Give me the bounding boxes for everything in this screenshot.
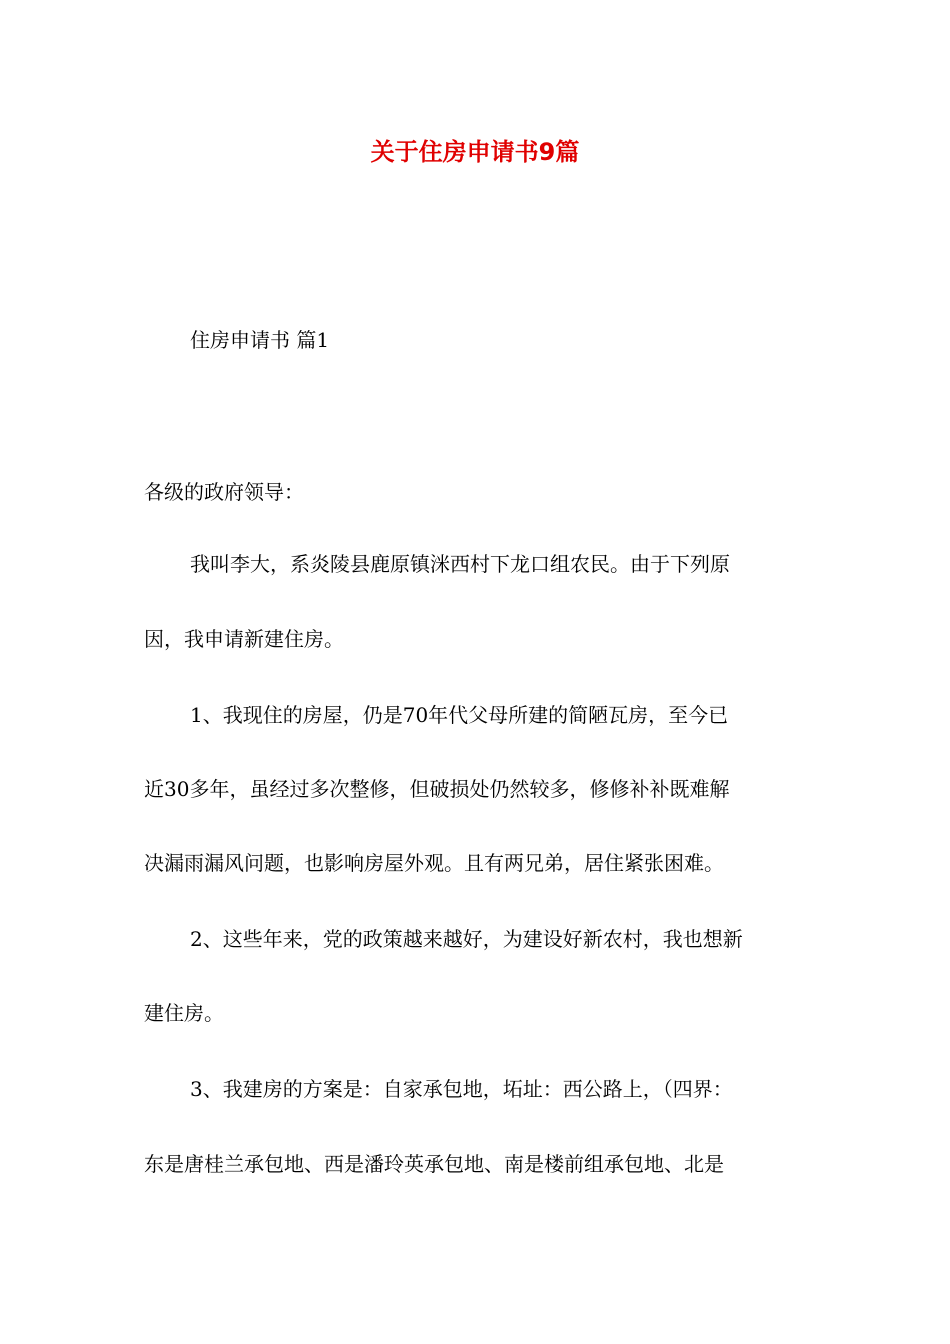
body-line: 2、这些年来，党的政策越来越好，为建设好新农村，我也想新 bbox=[190, 927, 743, 951]
body-line: 因，我申请新建住房。 bbox=[144, 627, 344, 651]
body-line: 我叫李大，系炎陵县鹿原镇洣西村下龙口组农民。由于下列原 bbox=[190, 552, 730, 576]
document-title: 关于住房申请书9篇 bbox=[370, 138, 580, 166]
body-line: 东是唐桂兰承包地、西是潘玲英承包地、南是楼前组承包地、北是 bbox=[144, 1152, 724, 1176]
body-line: 建住房。 bbox=[144, 1001, 224, 1025]
salutation: 各级的政府领导： bbox=[144, 480, 304, 504]
body-line: 1、我现住的房屋，仍是70年代父母所建的简陋瓦房，至今已 bbox=[190, 703, 729, 727]
body-line: 近30多年，虽经过多次整修，但破损处仍然较多，修修补补既难解 bbox=[144, 777, 730, 801]
body-line: 决漏雨漏风问题，也影响房屋外观。且有两兄弟，居住紧张困难。 bbox=[144, 851, 724, 875]
section-heading: 住房申请书 篇1 bbox=[190, 328, 330, 352]
body-line: 3、我建房的方案是：自家承包地，坧址：西公路上，（四界： bbox=[190, 1077, 733, 1101]
